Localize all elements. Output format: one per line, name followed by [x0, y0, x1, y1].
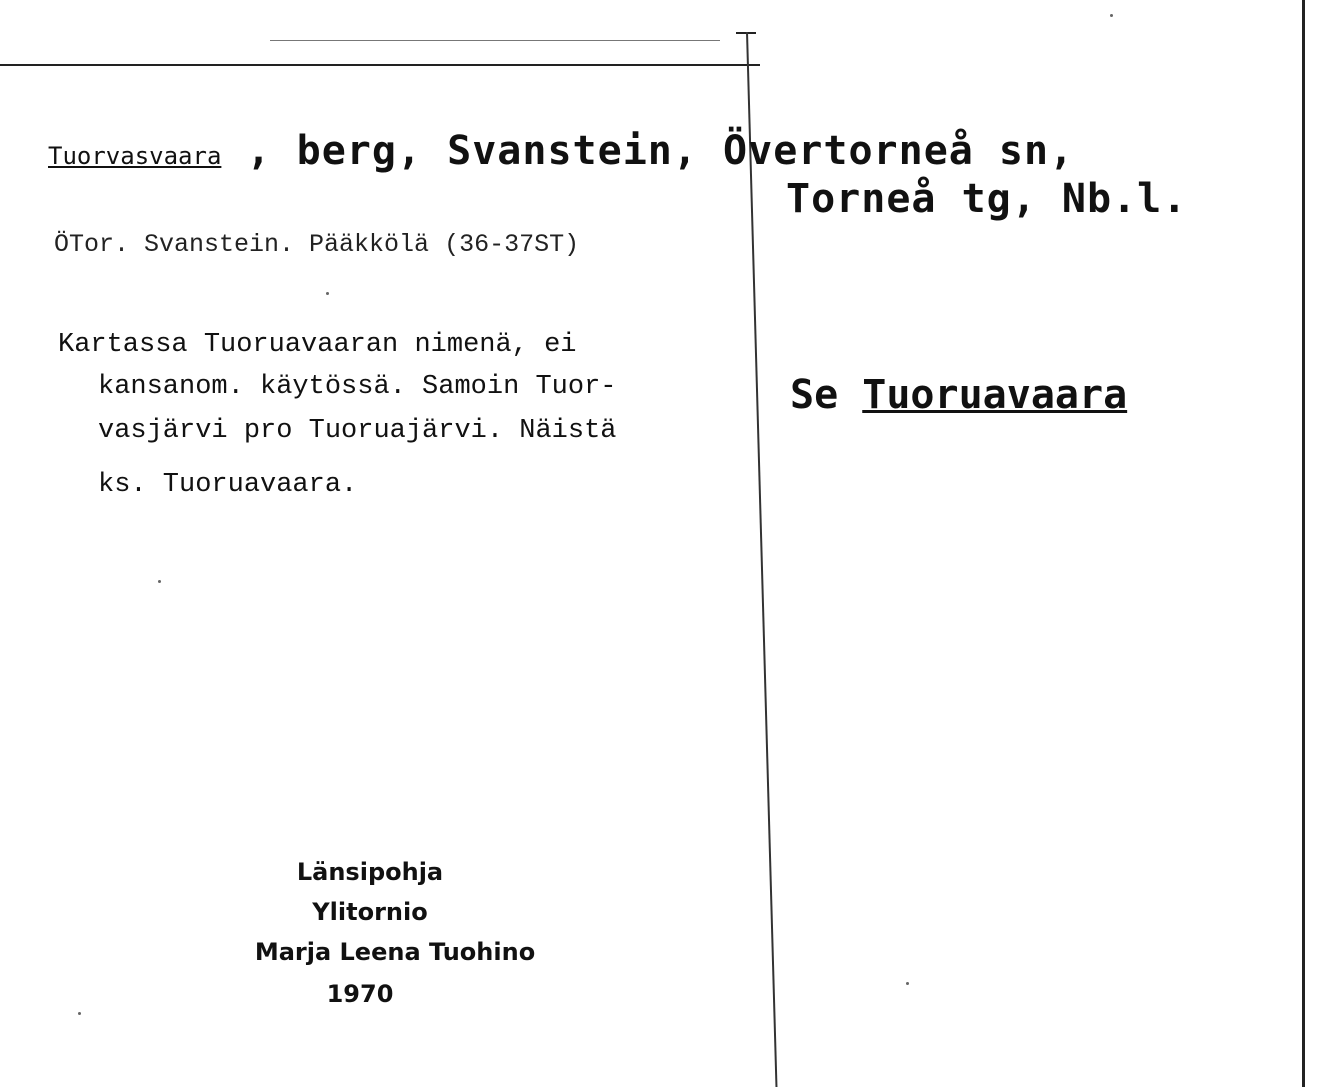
- column-divider: [746, 32, 777, 1087]
- right-edge-line: [1302, 0, 1305, 1087]
- see-target: Tuoruavaara: [862, 372, 1128, 418]
- note-line-2: kansanom. käytössä. Samoin Tuor-: [98, 372, 617, 402]
- stamp-collector: Marja Leena Tuohino: [254, 938, 536, 966]
- note-line-4: ks. Tuoruavaara.: [98, 470, 358, 500]
- note-line-3: vasjärvi pro Tuoruajärvi. Näistä: [98, 416, 617, 446]
- speck: [326, 292, 329, 295]
- heading-line-2: Torneå tg, Nb.l.: [786, 176, 1188, 222]
- see-label: Se: [790, 372, 863, 418]
- card-heading: [48, 128, 1074, 174]
- stamp-year: 1970: [326, 980, 394, 1008]
- see-reference: [790, 372, 1127, 418]
- heading-description: , berg, Svanstein, Övertorneå sn,: [221, 128, 1075, 174]
- speck: [1110, 14, 1113, 17]
- top-rule: [0, 64, 760, 66]
- stamp-region: Länsipohja: [296, 858, 444, 886]
- speck: [78, 1012, 81, 1015]
- speck: [906, 982, 909, 985]
- speck: [158, 580, 161, 583]
- top-faint-rule: [270, 40, 720, 41]
- stamp-parish: Ylitornio: [312, 898, 428, 926]
- source-reference: ÖTor. Svanstein. Pääkkölä (36-37ST): [54, 230, 580, 259]
- headword: Tuorvasvaara: [48, 142, 222, 170]
- note-line-1: Kartassa Tuoruavaaran nimenä, ei: [58, 330, 577, 360]
